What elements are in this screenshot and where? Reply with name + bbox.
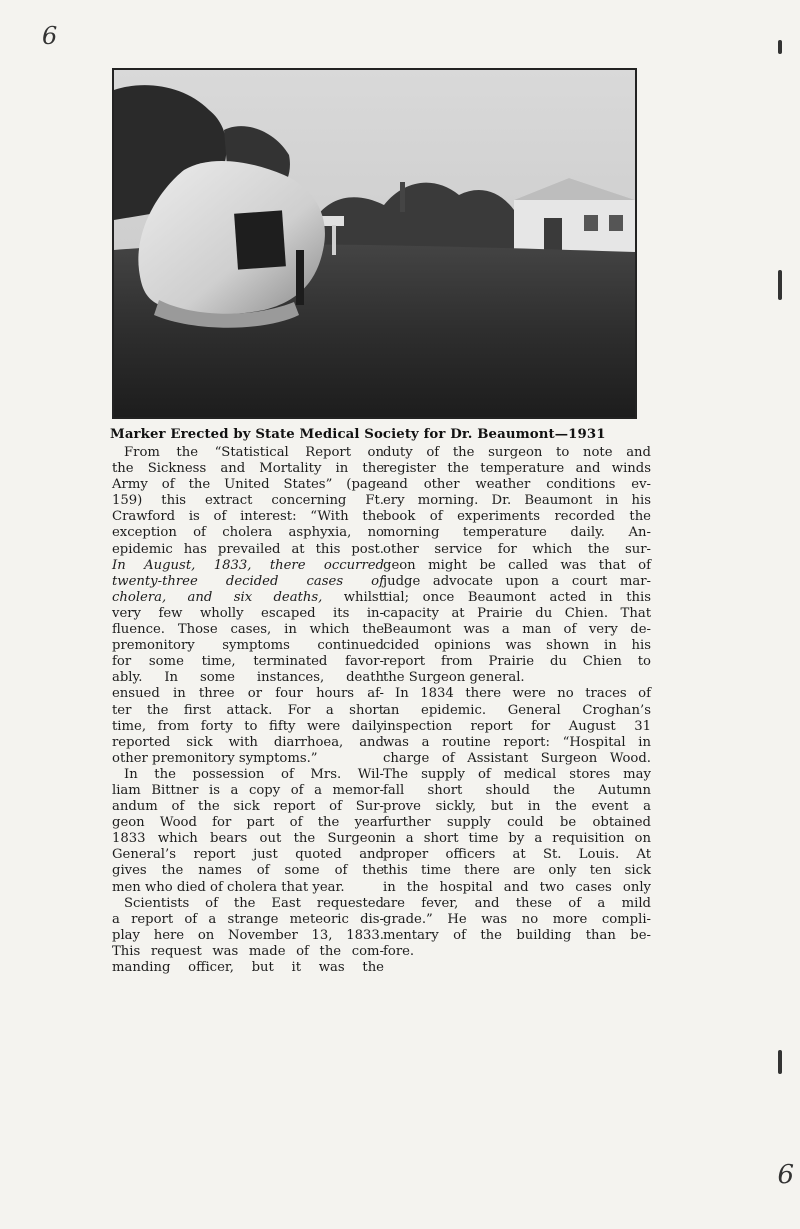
text-line: ensued in three or four hours af- [112,686,384,702]
text-line: morning temperature daily. An- [383,525,651,541]
text-line: register the temperature and winds [383,461,651,477]
text-line: geon Wood for part of the year [112,815,384,831]
text-line: This request was made of the com- [112,943,384,959]
text-line: this time there are only ten sick [383,863,651,879]
text-line: capacity at Prairie du Chien. That [383,605,651,621]
text-line: very few wholly escaped its in- [112,605,384,621]
text-line: for some time, terminated favor- [112,654,384,670]
text-line: From the “Statistical Report on [124,445,384,460]
text-line: twenty-three decided cases of [112,573,384,589]
text-line: premonitory symptoms continued [112,638,384,654]
text-line: 1833 which bears out the Surgeon [112,831,384,847]
text-line: are fever, and these of a mild [383,895,651,911]
photograph-image [114,70,635,417]
text-line: was a routine report: “Hospital in [383,734,651,750]
left-text-column [112,445,384,976]
text-line: report from Prairie du Chien to [383,654,651,670]
text-line: 159) this extract concerning Ft. [112,493,384,509]
text-line: men who died of cholera that year. [112,879,345,895]
text-line: an epidemic. General Croghan’s [383,702,651,718]
text-line: prove sickly, but in the event a [383,799,651,815]
text-line: Crawford is of interest: “With the [112,509,384,525]
text-line: epidemic has prevailed at this post. [112,541,384,557]
text-line: The supply of medical stores may [383,766,651,782]
text-line: a report of a strange meteoric dis- [112,911,384,927]
text-line: geon might be called was that of [383,557,651,573]
text-line: the Sickness and Mortality in the [112,461,384,477]
text-line: other premonitory symptoms.” [112,750,318,766]
text-line: In the possession of Mrs. Wil- [124,766,384,782]
text-line: and other weather conditions ev- [383,477,651,493]
text-line [112,590,384,606]
text-line: proper officers at St. Louis. At [383,847,651,863]
text-line: General’s report just quoted and [112,847,384,863]
text-line: fluence. Those cases, in which the [112,622,384,638]
photograph-marker [112,68,637,419]
text-line: exception of cholera asphyxia, no [112,525,384,541]
text-line: time, from forty to fifty were daily [112,718,384,734]
text-line: fall short should the Autumn [383,782,651,798]
scan-edge-mark [778,270,782,300]
text-line: in the hospital and two cases only [383,879,651,895]
text-line: judge advocate upon a court mar- [383,573,651,589]
edge-page-number: 6 [777,1160,794,1190]
text-line: Scientists of the East requested [124,895,384,911]
scan-edge-mark [778,40,782,54]
text-line: Army of the United States” (page [112,477,384,493]
text-line: further supply could be obtained [383,815,651,831]
text-line: gives the names of some of the [112,863,384,879]
text-line: In August, 1833, there occurred [112,557,384,573]
text-line: grade.” He was no more compli- [383,911,651,927]
text-line: ably. In some instances, death [112,670,384,686]
text-line: In 1834 there were no traces of [395,686,651,702]
text-line: ery morning. Dr. Beaumont in his [383,493,651,509]
text-line: other service for which the sur- [383,541,651,557]
handwritten-page-number: 6 [42,22,58,50]
text-line: tial; once Beaumont acted in this [383,589,651,605]
right-text-column [383,445,651,960]
text-line: inspection report for August 31 [383,718,651,734]
text-line: charge of Assistant Surgeon Wood. [383,750,651,766]
text-line: Beaumont was a man of very de- [383,622,651,638]
text-line: book of experiments recorded the [383,509,651,525]
text-line: manding officer, but it was the [112,960,384,975]
text-line: liam Bittner is a copy of a memor- [112,782,384,798]
text-line: cided opinions was shown in his [383,638,651,654]
text-line: ter the first attack. For a short [112,702,384,718]
text-segment: whilst [322,589,384,605]
text-line: play here on November 13, 1833. [112,927,384,943]
text-line: fore. [383,943,415,959]
text-line: mentary of the building than be- [383,927,651,943]
scan-edge-mark [778,1050,782,1074]
italic-text: cholera, and six deaths, [112,589,323,605]
text-line: andum of the sick report of Sur- [112,799,384,815]
text-line: reported sick with diarrhoea, and [112,734,384,750]
text-line: in a short time by a requisition on [383,831,651,847]
photo-caption: Marker Erected by State Medical Society for Dr. Beaumont—1931 [110,427,606,442]
text-line: duty of the surgeon to note and [383,445,651,460]
text-line: the Surgeon general. [383,670,525,686]
